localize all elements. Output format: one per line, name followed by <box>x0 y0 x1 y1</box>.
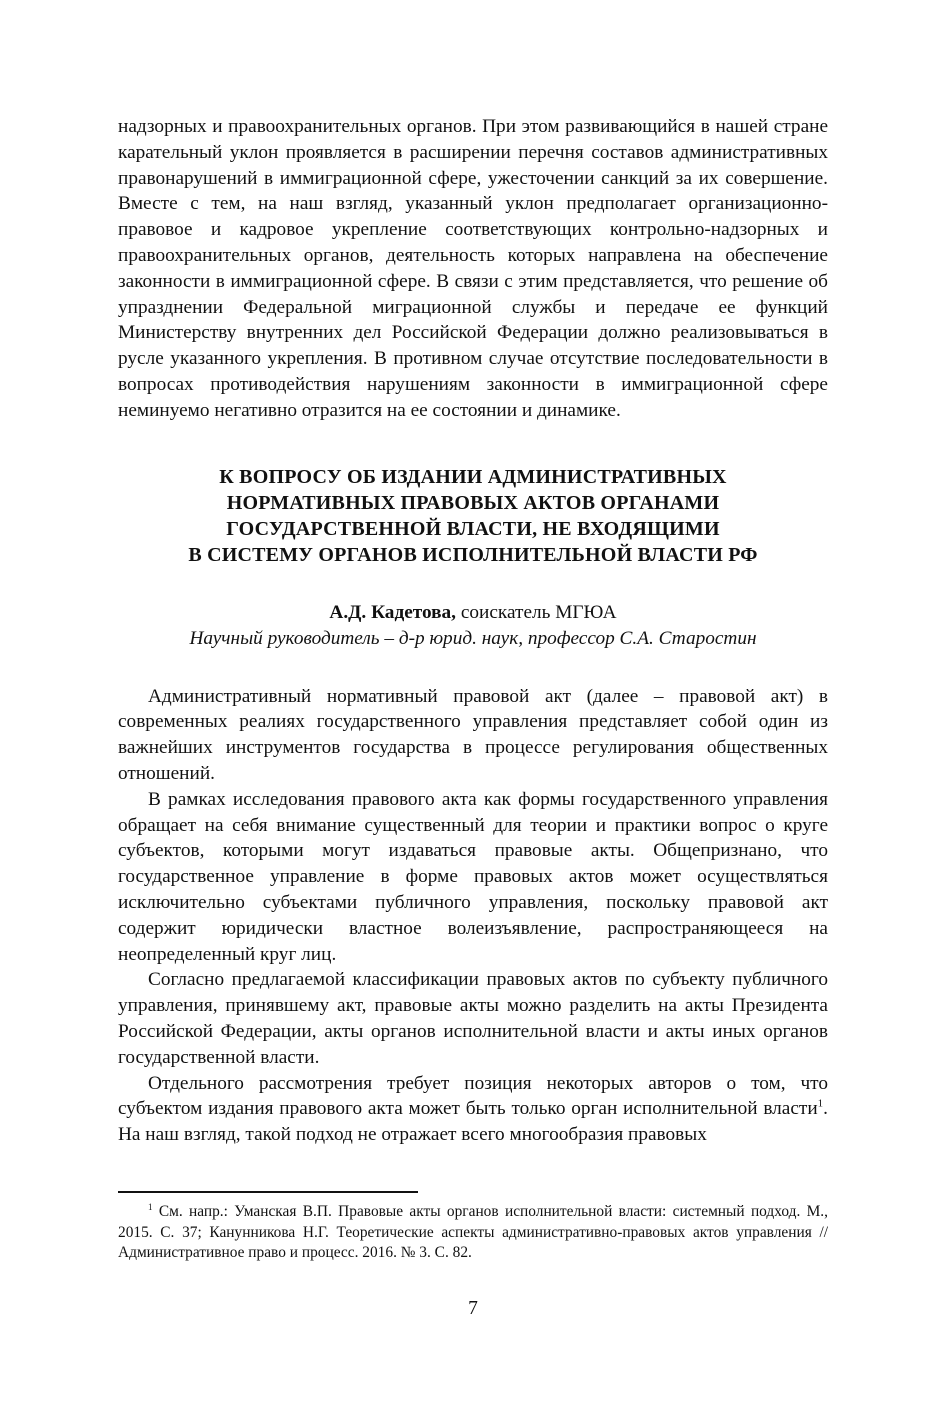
page-content <box>118 114 828 1148</box>
title-line: ГОСУДАРСТВЕННОЙ ВЛАСТИ, НЕ ВХОДЯЩИМИ <box>226 517 720 540</box>
footnote <box>118 1202 828 1264</box>
footnote-marker: 1 <box>148 1201 153 1212</box>
body-paragraph: В рамках исследования правового акта как формы государственного управления обращает на себя внимание существенный для теории и практики вопрос о круге субъектов, которыми могут издаваться правовые акты. Общепризнано, что государственное управление в форме правовых актов может осуществляться исключительно субъектами публичного управления, поскольку правовой акт содержит юридически властное волеизъявление, распространяющееся на неопределенный круг лиц. <box>118 788 828 965</box>
footnote-text: См. напр.: Уманская В.П. Правовые акты органов исполнительной власти: системный подход. М., 2015. С. 37; Канунникова Н.Г. Теоретические аспекты административно-правовых актов управления // Административное право и процесс. 2016. № 3. С. 82. <box>118 1203 828 1261</box>
body-paragraph: Административный нормативный правовой акт (далее – правовой акт) в современных реалиях государственного управления представляет собой один из важнейших инструментов государства в процессе регулирования общественных отношений. <box>118 685 828 784</box>
page-number: 7 <box>468 1298 478 1319</box>
body-paragraph: Согласно предлагаемой классификации правовых актов по субъекту публичного управления, принявшему акт, правовые акты можно разделить на акты Президента Российской Федерации, акты органов исполнительной власти и акты иных органов государственной власти. <box>118 969 828 1068</box>
author-role: соискатель МГЮА <box>456 601 617 623</box>
article-body <box>118 684 828 1148</box>
paragraph-text: Отдельного рассмотрения требует позиция некоторых авторов о том, что субъектом издания правового акта может быть только орган исполнительной власти <box>118 1072 828 1120</box>
article-title <box>118 464 828 568</box>
author-line <box>118 600 828 626</box>
title-line: В СИСТЕМУ ОРГАНОВ ИСПОЛНИТЕЛЬНОЙ ВЛАСТИ РФ <box>188 543 758 566</box>
footnote-reference[interactable]: 1 <box>817 1097 824 1110</box>
title-line: НОРМАТИВНЫХ ПРАВОВЫХ АКТОВ ОРГАНАМИ <box>226 491 720 514</box>
intro-paragraph: надзорных и правоохранительных органов. При этом развивающийся в нашей стране карательный уклон проявляется в расширении перечня составов административных правонарушений в иммиграционной сфере, ужесточении санкций за их совершение. Вместе с тем, на наш взгляд, указанный уклон предполагает организационно-правовое и кадровое укрепление соответствующих контрольно-надзорных и правоохранительных органов, деятельность которых направлена на обеспечение законности в иммиграционной сфере. В связи с этим представляется, что решение об упразднении Федеральной миграционной службы и передаче ее функций Министерству внутренних дел Российской Федерации должно реализовываться в русле указанного укрепления. В противном случае отсутствие последовательности в вопросах противодействия нарушениям законности в иммиграционной сфере неминуемо негативно отразится на ее состоянии и динамике. <box>118 116 828 421</box>
supervisor-line: Научный руководитель – д-р юрид. наук, профессор С.А. Старостин <box>189 627 757 649</box>
body-paragraph-with-footnote <box>118 1071 828 1148</box>
paragraph-text-continued: . На наш взгляд, такой подход не отражает всего многообразия правовых <box>118 1098 828 1146</box>
author-name: А.Д. Кадетова, <box>329 601 457 623</box>
footnote-separator <box>118 1191 418 1193</box>
title-line: К ВОПРОСУ ОБ ИЗДАНИИ АДМИНИСТРАТИВНЫХ <box>219 465 727 488</box>
